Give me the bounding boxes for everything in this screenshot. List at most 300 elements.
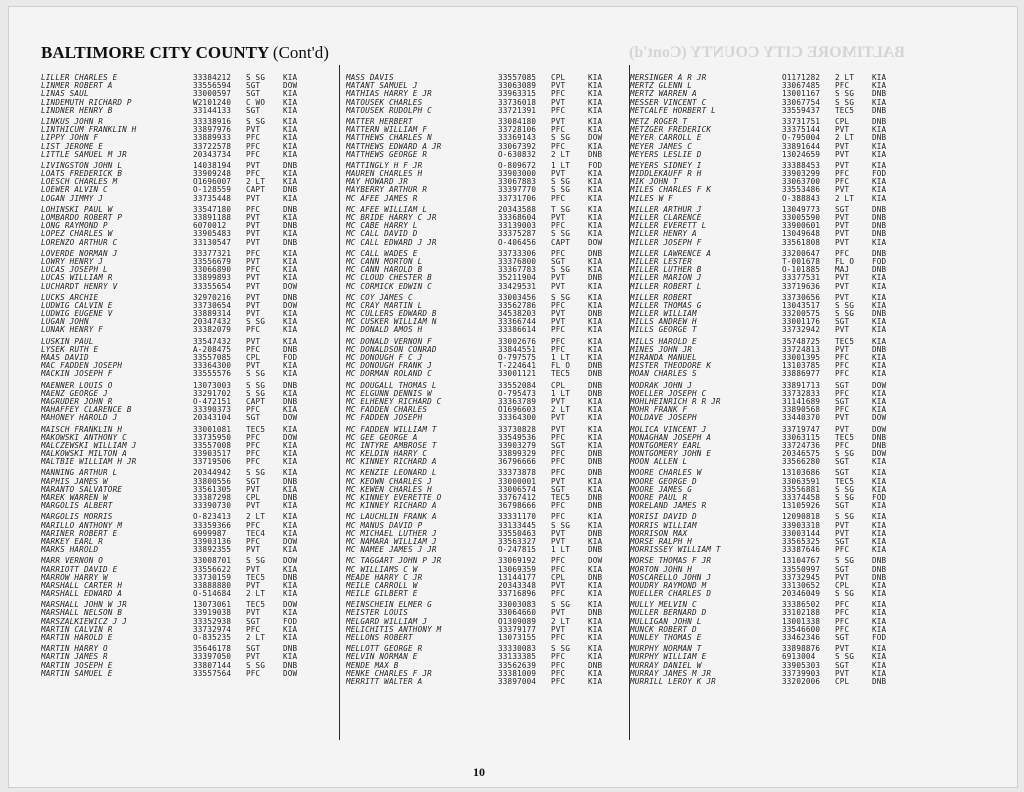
- soldier-name: MARSHALL JOHN W JR: [41, 601, 127, 610]
- rank: PFC: [835, 170, 850, 179]
- serial-number: 33367783: [498, 266, 537, 275]
- soldier-name: MORRISSEY WILLIAM T: [630, 546, 721, 555]
- rank: PVT: [246, 301, 261, 310]
- status: DOW: [283, 414, 298, 423]
- soldier-name: MC CRAY MARTIN L: [346, 301, 423, 310]
- soldier-name: MATTHEWS CHARLES N: [346, 134, 432, 143]
- serial-number: 13001338: [782, 617, 821, 626]
- serial-number: 33200647: [782, 249, 821, 258]
- serial-number: O1309089: [498, 617, 537, 626]
- status: DNB: [283, 293, 298, 302]
- status: DNB: [283, 186, 298, 195]
- rank: PFC: [551, 337, 566, 346]
- rank: SGT: [835, 565, 850, 574]
- soldier-name: LUDWIG EUGENE V: [41, 310, 113, 319]
- roster-group: [41, 162, 331, 203]
- status: DNB: [872, 573, 887, 582]
- status: KIA: [872, 98, 887, 107]
- roster-group: [346, 601, 631, 642]
- roster-row: [630, 626, 920, 634]
- serial-number: 33844551: [498, 345, 537, 354]
- roster-column-2: [346, 74, 631, 689]
- serial-number: 13073061: [193, 601, 232, 610]
- status: KIA: [588, 266, 603, 275]
- soldier-name: MULLIGAN JOHN L: [630, 617, 702, 626]
- soldier-name: MEISTER LOUIS: [346, 609, 409, 618]
- status: DNB: [588, 546, 603, 555]
- status: DNB: [872, 214, 887, 222]
- soldier-name: MERTZ GLENN L: [630, 82, 693, 91]
- status: KIA: [283, 74, 298, 82]
- rank: PFC: [551, 326, 566, 335]
- roster-row: [346, 206, 631, 214]
- serial-number: 33067392: [498, 142, 537, 151]
- serial-number: 33730159: [193, 573, 232, 582]
- serial-number: 33550997: [782, 565, 821, 574]
- roster-column-3: [630, 74, 920, 689]
- soldier-name: MOSCARELLO JOHN J: [630, 573, 712, 582]
- roster-row: [630, 469, 920, 477]
- roster-row: [346, 274, 631, 282]
- serial-number: 33903299: [782, 170, 821, 179]
- roster-row: [346, 362, 631, 370]
- status: KIA: [588, 142, 603, 151]
- soldier-name: MC CORMICK EDWIN C: [346, 282, 432, 291]
- soldier-name: MEILE CARROLL W: [346, 581, 418, 590]
- roster-row: [346, 590, 631, 598]
- status: FOD: [283, 617, 298, 626]
- soldier-name: MORISI DAVID D: [630, 513, 697, 522]
- status: DNB: [872, 205, 887, 214]
- soldier-name: LOATS FREDERICK B: [41, 170, 123, 179]
- soldier-name: MILLER CLARENCE: [630, 214, 702, 222]
- status: KIA: [283, 458, 298, 467]
- status: KIA: [588, 293, 603, 302]
- rank: PFC: [246, 669, 261, 678]
- roster-row: [346, 151, 631, 159]
- status: DNB: [283, 645, 298, 654]
- soldier-name: MC FADDEN WILLIAM T: [346, 425, 437, 434]
- status: DOW: [283, 282, 298, 291]
- roster-group: [346, 206, 631, 247]
- serial-number: O1696007: [193, 178, 232, 187]
- rank: PVT: [246, 337, 261, 346]
- roster-row: [41, 626, 331, 634]
- serial-number: 33903517: [193, 450, 232, 459]
- status: KIA: [283, 90, 298, 99]
- soldier-name: MC KENZIE LEONARD L: [346, 469, 437, 478]
- serial-number: 33903279: [498, 441, 537, 450]
- rank: PFC: [246, 205, 261, 214]
- roster-row: [346, 107, 631, 115]
- serial-number: 33732942: [782, 326, 821, 335]
- rank: PVT: [835, 345, 850, 354]
- serial-number: 33355654: [193, 282, 232, 291]
- soldier-name: MORSE THOMAS F JR: [630, 557, 712, 566]
- rank: C WO: [246, 98, 266, 107]
- roster-group: [346, 382, 631, 423]
- status: DNB: [872, 557, 887, 566]
- soldier-name: MAGRUDER JOHN R: [41, 397, 113, 406]
- serial-number: 33001176: [782, 318, 821, 327]
- rank: S SG: [835, 653, 855, 662]
- rank: PVT: [835, 326, 850, 335]
- soldier-name: MARTIN HARRY O: [41, 645, 108, 654]
- rank: CPL: [246, 494, 261, 502]
- roster-group: [41, 118, 331, 159]
- rank: S SG: [246, 469, 266, 478]
- roster-group: [346, 513, 631, 554]
- serial-number: 33889314: [193, 310, 232, 319]
- roster-row: [346, 134, 631, 142]
- status: KIA: [283, 230, 298, 239]
- rank: PVT: [551, 609, 566, 618]
- soldier-name: MILLS HAROLD E: [630, 337, 697, 346]
- soldier-name: MERSINGER A R JR: [630, 74, 707, 82]
- roster-row: [346, 222, 631, 230]
- roster-row: [630, 143, 920, 151]
- status: KIA: [872, 178, 887, 187]
- serial-number: 33716896: [498, 590, 537, 599]
- status: KIA: [283, 362, 298, 371]
- roster-row: [630, 346, 920, 354]
- serial-number: 33886977: [782, 370, 821, 379]
- soldier-name: MILES CHARLES F K: [630, 186, 712, 195]
- status: KIA: [588, 485, 603, 494]
- soldier-name: LUSKIN PAUL: [41, 337, 94, 346]
- page-number: 10: [473, 765, 485, 779]
- roster-group: [630, 162, 920, 203]
- rank: CPL: [835, 677, 850, 686]
- serial-number: 33133445: [498, 521, 537, 530]
- rank: PFC: [551, 90, 566, 99]
- status: FOD: [872, 257, 887, 266]
- serial-number: A-208475: [193, 345, 232, 354]
- serial-number: 33731751: [782, 117, 821, 126]
- soldier-name: LUCKS ARCHIE: [41, 293, 99, 302]
- roster-row: [346, 346, 631, 354]
- roster-group: [41, 382, 331, 423]
- serial-number: 33557085: [193, 354, 232, 362]
- serial-number: 33377321: [193, 249, 232, 258]
- status: KIA: [588, 441, 603, 450]
- rank: CAPT: [246, 186, 266, 195]
- status: KIA: [588, 186, 603, 195]
- soldier-name: MC GEE GEORGE A: [346, 433, 418, 442]
- rank: PVT: [246, 282, 261, 291]
- roster-row: [630, 494, 920, 502]
- status: KIA: [283, 178, 298, 187]
- serial-number: 33386502: [782, 601, 821, 610]
- serial-number: 33063089: [498, 82, 537, 91]
- roster-row: [41, 195, 331, 203]
- rank: PFC: [835, 249, 850, 258]
- rank: PFC: [551, 653, 566, 662]
- roster-group: [630, 118, 920, 159]
- soldier-name: MC AFEE WILLIAM L: [346, 205, 428, 214]
- soldier-name: MURRILL LEROY K JR: [630, 677, 716, 686]
- rank: 2 LT: [835, 134, 855, 143]
- status: DNB: [283, 205, 298, 214]
- soldier-name: MILLER LUTHER B: [630, 266, 702, 275]
- status: DNB: [872, 565, 887, 574]
- soldier-name: MALKOWSKI MILTON A: [41, 450, 127, 459]
- serial-number: 33397770: [498, 186, 537, 195]
- status: DNB: [283, 397, 298, 406]
- serial-number: 33352938: [193, 617, 232, 626]
- status: KIA: [872, 274, 887, 283]
- status: KIA: [283, 546, 298, 555]
- rank: S SG: [835, 557, 855, 566]
- soldier-name: MC LAUCHLIN FRANK A: [346, 513, 437, 522]
- roster-row: [346, 318, 631, 326]
- roster-row: [346, 670, 631, 678]
- soldier-name: MONTGOMERY JOHN E: [630, 450, 712, 459]
- status: KIA: [872, 502, 887, 511]
- roster-row: [41, 590, 331, 598]
- soldier-name: MAYBERRY ARTHUR R: [346, 186, 428, 195]
- rank: PFC: [246, 326, 261, 335]
- rank: PVT: [835, 414, 850, 423]
- roster-row: [346, 478, 631, 486]
- soldier-name: MILLER JOSEPH F: [630, 238, 702, 247]
- rank: PFC: [835, 617, 850, 626]
- soldier-name: LOWRY HENRY J: [41, 257, 104, 266]
- serial-number: 13049648: [782, 230, 821, 239]
- serial-number: 33382079: [193, 326, 232, 335]
- soldier-name: MAHAFFEY CLARENCE B: [41, 406, 132, 415]
- serial-number: 33724813: [782, 345, 821, 354]
- status: KIA: [588, 669, 603, 678]
- roster-row: [630, 99, 920, 107]
- serial-number: 33390373: [193, 406, 232, 415]
- status: KIA: [872, 590, 887, 599]
- serial-number: 31141689: [782, 397, 821, 406]
- roster-row: [346, 126, 631, 134]
- serial-number: 33363789: [498, 397, 537, 406]
- serial-number: 33364300: [193, 362, 232, 371]
- rank: PFC: [551, 590, 566, 599]
- roster-row: [346, 546, 631, 554]
- roster-row: [41, 406, 331, 414]
- serial-number: 33732945: [782, 573, 821, 582]
- rank: CAPT: [551, 238, 571, 247]
- roster-row: [630, 258, 920, 266]
- soldier-name: LIVINGSTON JOHN L: [41, 161, 123, 170]
- status: KIA: [283, 257, 298, 266]
- serial-number: 33562639: [498, 661, 537, 670]
- roster-row: [41, 74, 331, 82]
- roster-group: [346, 162, 631, 203]
- rank: PFC: [551, 126, 566, 135]
- serial-number: O-472151: [193, 397, 232, 406]
- status: KIA: [588, 82, 603, 91]
- soldier-name: MARILLO ANTHONY M: [41, 521, 123, 530]
- soldier-name: LUNAK HENRY F: [41, 326, 104, 335]
- roster-row: [41, 434, 331, 442]
- status: FOD: [283, 354, 298, 362]
- status: DNB: [872, 266, 887, 275]
- roster-group: [41, 469, 331, 510]
- roster-row: [346, 230, 631, 238]
- serial-number: 33556881: [782, 485, 821, 494]
- soldier-name: LUDWIG CALVIN E: [41, 301, 113, 310]
- serial-number: 33899893: [193, 274, 232, 283]
- rank: PVT: [551, 425, 566, 434]
- rank: S SG: [246, 74, 266, 82]
- rank: PFC: [551, 194, 566, 203]
- serial-number: 20346575: [782, 450, 821, 459]
- status: KIA: [588, 590, 603, 599]
- status: DOW: [588, 557, 603, 566]
- roster-row: [41, 522, 331, 530]
- roster-row: [346, 502, 631, 510]
- serial-number: O-247815: [498, 546, 537, 555]
- status: KIA: [872, 617, 887, 626]
- soldier-name: MAISCH FRANKLIN H: [41, 425, 123, 434]
- roster-row: [630, 126, 920, 134]
- roster-row: [346, 538, 631, 546]
- serial-number: 33067754: [782, 98, 821, 107]
- soldier-name: MORTON JOHN H: [630, 565, 693, 574]
- rank: 2 LT: [246, 178, 266, 187]
- status: DOW: [283, 82, 298, 91]
- soldier-name: MC KINNEY RICHARD A: [346, 458, 437, 467]
- soldier-name: MC CALL EDWARD J JR: [346, 238, 437, 247]
- rank: PFC: [835, 354, 850, 362]
- rank: PFC: [835, 601, 850, 610]
- roster-row: [41, 346, 331, 354]
- roster-row: [630, 230, 920, 238]
- roster-row: [630, 239, 920, 247]
- soldier-name: MATTER HERBERT: [346, 117, 413, 126]
- roster-row: [630, 310, 920, 318]
- status: KIA: [283, 337, 298, 346]
- roster-row: [41, 618, 331, 626]
- status: KIA: [588, 634, 603, 642]
- rank: PFC: [551, 565, 566, 574]
- status: KIA: [588, 170, 603, 179]
- rank: PFC: [551, 301, 566, 310]
- soldier-name: MC CALL WADES E: [346, 249, 418, 258]
- rank: PFC: [835, 625, 850, 634]
- roster-row: [41, 566, 331, 574]
- roster-row: [41, 107, 331, 115]
- soldier-name: MUNLEY THOMAS E: [630, 634, 702, 642]
- status: DNB: [588, 150, 603, 159]
- status: KIA: [588, 354, 603, 362]
- status: KIA: [872, 546, 887, 555]
- rank: S SG: [835, 494, 855, 502]
- soldier-name: MUNCK ROBERT D: [630, 625, 697, 634]
- rank: PVT: [835, 573, 850, 582]
- status: DNB: [872, 310, 887, 319]
- rank: 1 LT: [551, 546, 571, 555]
- roster-row: [346, 398, 631, 406]
- soldier-name: MALTBIE WILLIAM H JR: [41, 458, 137, 467]
- status: DNB: [588, 370, 603, 379]
- serial-number: 20344942: [193, 469, 232, 478]
- soldier-name: MORSE RALPH H: [630, 537, 693, 546]
- rank: PVT: [835, 293, 850, 302]
- status: KIA: [283, 485, 298, 494]
- rank: PFC: [551, 458, 566, 467]
- soldier-name: MOORE JAMES G: [630, 485, 693, 494]
- roster-row: [346, 239, 631, 247]
- status: KIA: [872, 513, 887, 522]
- roster-group: [346, 338, 631, 379]
- serial-number: 33733306: [498, 249, 537, 258]
- soldier-name: MC INTYRE AMBROSE T: [346, 441, 437, 450]
- rank: PFC: [835, 82, 850, 91]
- status: DNB: [588, 450, 603, 459]
- rank: PVT: [835, 161, 850, 170]
- roster-row: [630, 354, 920, 362]
- rank: PFC: [551, 249, 566, 258]
- serial-number: O-406456: [498, 238, 537, 247]
- roster-row: [346, 450, 631, 458]
- roster-row: [346, 82, 631, 90]
- roster-row: [630, 426, 920, 434]
- soldier-name: MULLER BERNARD D: [630, 609, 707, 618]
- rank: PVT: [246, 485, 261, 494]
- status: KIA: [872, 337, 887, 346]
- rank: PVT: [835, 222, 850, 231]
- serial-number: 33000597: [193, 90, 232, 99]
- roster-row: [41, 302, 331, 310]
- roster-row: [630, 283, 920, 291]
- soldier-name: MAENZ GEORGE J: [41, 389, 108, 398]
- status: DOW: [872, 425, 887, 434]
- status: KIA: [283, 625, 298, 634]
- roster-row: [41, 82, 331, 90]
- serial-number: 33563327: [498, 537, 537, 546]
- rank: 2 LT: [835, 74, 855, 82]
- serial-number: 33001395: [782, 354, 821, 362]
- soldier-name: LINAS SAUL: [41, 90, 89, 99]
- roster-row: [346, 566, 631, 574]
- roster-row: [41, 266, 331, 274]
- roster-group: [41, 74, 331, 115]
- rank: PVT: [246, 257, 261, 266]
- status: KIA: [283, 441, 298, 450]
- rank: PFC: [551, 502, 566, 511]
- status: DNB: [872, 106, 887, 115]
- roster-row: [41, 250, 331, 258]
- serial-number: 33429531: [498, 282, 537, 291]
- status: KIA: [283, 318, 298, 327]
- soldier-name: MARGOLIS MORRIS: [41, 513, 113, 522]
- status: KIA: [872, 669, 887, 678]
- roster-row: [346, 266, 631, 274]
- rank: SGT: [835, 458, 850, 467]
- rank: S SG: [835, 301, 855, 310]
- serial-number: 33330083: [498, 645, 537, 654]
- roster-group: [630, 557, 920, 598]
- roster-row: [41, 469, 331, 477]
- roster-group: [630, 74, 920, 115]
- serial-number: O1171282: [782, 74, 821, 82]
- serial-number: 33891188: [193, 214, 232, 222]
- status: KIA: [588, 282, 603, 291]
- status: DNB: [872, 441, 887, 450]
- rank: PVT: [551, 581, 566, 590]
- rank: TEC4: [246, 529, 266, 538]
- status: KIA: [872, 661, 887, 670]
- roster-row: [630, 478, 920, 486]
- serial-number: 33897004: [498, 677, 537, 686]
- roster-row: [41, 574, 331, 582]
